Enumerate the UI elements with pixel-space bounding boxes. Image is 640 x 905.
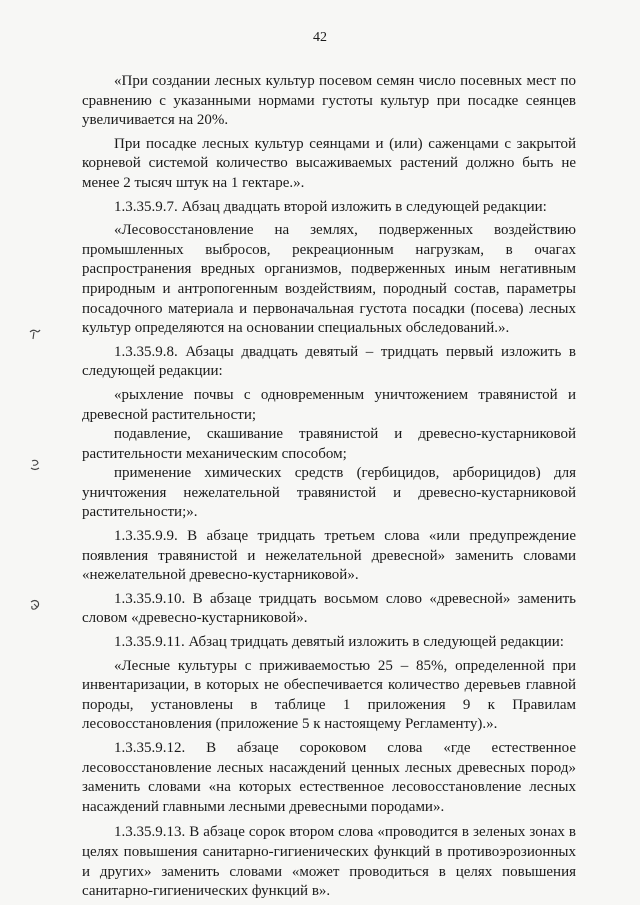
paragraph-closed-root-seedlings: При посадке лесных культур сеянцами и (или) саженцами с закрытой корневой системой количество высаживаемых растений должно быть не менее 2 тысяч штук на 1 гектаре.». (82, 135, 576, 191)
margin-scribble-icon (28, 327, 42, 341)
margin-scribble-icon (28, 458, 42, 472)
clause-1-3-35-9-7: 1.3.35.9.7. Абзац двадцать второй изложить в следующей редакции: (114, 198, 547, 215)
paragraph-soil-loosening: «рыхление почвы с одновременным уничтожением травянистой и древесной растительности; (82, 386, 576, 423)
clause-1-3-35-9-13: 1.3.35.9.13. В абзаце сорок втором слова «проводится в зеленых зонах в целях повышения санитарно-гигиенических функций в противоэрозионных и других» заменить словами «может проводиться в целях повышения санитарно-гигиенических функций в». (82, 824, 576, 900)
clause-1-3-35-9-12: 1.3.35.9.12. В абзаце сороковом слова «где естественное лесовосстановление лесных насаждений ценных лесных древесных пород» заменить словами «на которых естественное лесовосстановление лесных насаждений главными лесными древесными породами». (82, 740, 576, 815)
paragraph-forest-crops-survival: «Лесные культуры с приживаемостью 25 – 85%, определенной при инвентаризации, в которых не обеспечивается количество деревьев главной породы, установлены в таблице 1 приложения 9 к Правилам лесовосстановления (приложение 5 к настоящему Регламенту).». (82, 657, 576, 733)
clause-1-3-35-9-9: 1.3.35.9.9. В абзаце тридцать третьем слова «или предупреждение появления травянистой и нежелательной древесной» заменить словами «нежелательной древесно-кустарниковой». (82, 528, 576, 584)
margin-scribble-icon (28, 598, 42, 612)
page-number: 42 (313, 30, 327, 45)
paragraph-reforestation-exposed-lands: «Лесовосстановление на землях, подверженных воздействию промышленных выбросов, рекреационным нагрузкам, в очагах распространения вредных организмов, подверженных иным негативным природным и антропогенным воздействиям, породный состав, параметры посадочного материала и первоначальная густота посадки (посева) лесных культур определяются на основании специальных обследований.». (82, 222, 576, 337)
paragraph-sowing-norms: «При создании лесных культур посевом семян число посевных мест по сравнению с указанными нормами густоты культур при посадке сеянцев увеличивается на 20%. (82, 73, 576, 129)
clause-1-3-35-9-10: 1.3.35.9.10. В абзаце тридцать восьмом слово «древесной» заменить словом «древесно-кустарниковой». (82, 590, 576, 627)
clause-1-3-35-9-8: 1.3.35.9.8. Абзацы двадцать девятый – тридцать первый изложить в следующей редакции: (82, 343, 576, 380)
paragraph-mechanical-suppression: подавление, скашивание травянистой и древесно-кустарниковой растительности механическим способом; (82, 426, 576, 462)
paragraph-chemical-agents: применение химических средств (гербицидов, арборицидов) для уничтожения нежелательной травянистой и древесно-кустарниковой растительности;». (82, 465, 576, 521)
document-body (82, 72, 576, 902)
clause-1-3-35-9-11: 1.3.35.9.11. Абзац тридцать девятый изложить в следующей редакции: (114, 634, 564, 651)
